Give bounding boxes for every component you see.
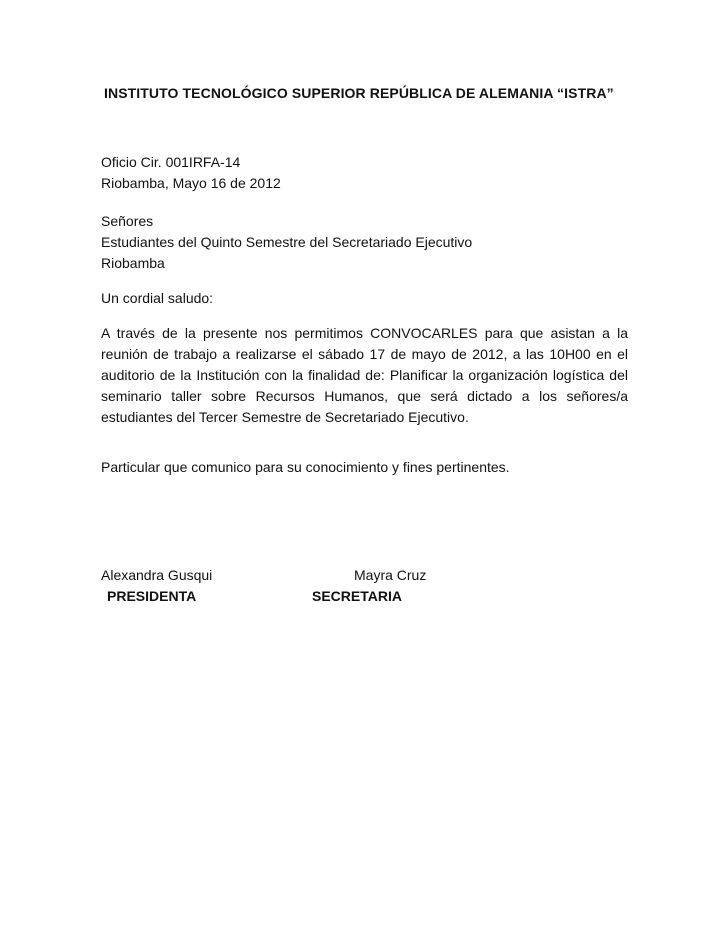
- reference-block: [101, 152, 628, 194]
- recipient-salutation: Señores: [101, 213, 154, 229]
- closing-line: Particular que comunico para su conocimiento y fines pertinentes.: [101, 459, 510, 475]
- place-date: Riobamba, Mayo 16 de 2012: [101, 175, 281, 191]
- greeting: Un cordial saludo:: [101, 290, 214, 306]
- recipient-addressee: Estudiantes del Quinto Semestre del Secretariado Ejecutivo: [101, 234, 473, 250]
- signature-role-secretary: SECRETARIA: [312, 588, 402, 604]
- recipient-block: [101, 211, 628, 274]
- signature-name-president: Alexandra Gusqui: [101, 567, 213, 583]
- institution-title: INSTITUTO TECNOLÓGICO SUPERIOR REPÚBLICA DE ALEMANIA “ISTRA”: [104, 85, 614, 101]
- recipient-city: Riobamba: [101, 255, 165, 271]
- signature-name-secretary: Mayra Cruz: [354, 567, 427, 583]
- reference-code: Oficio Cir. 001IRFA-14: [101, 154, 241, 170]
- letter-body: A través de la presente nos permitimos CONVOCARLES para que asistan a la reunión de trabajo a realizarse el sábado 17 de mayo de 2012, a las 10H00 en el auditorio de la Institución con la finalidad de: Planificar la organización logística del seminario taller sobre Recursos Humanos, que será dictado a los señores/a estudiantes del Tercer Semestre de Secretariado Ejecutivo.: [101, 325, 628, 425]
- signature-role-president: PRESIDENTA: [107, 588, 197, 604]
